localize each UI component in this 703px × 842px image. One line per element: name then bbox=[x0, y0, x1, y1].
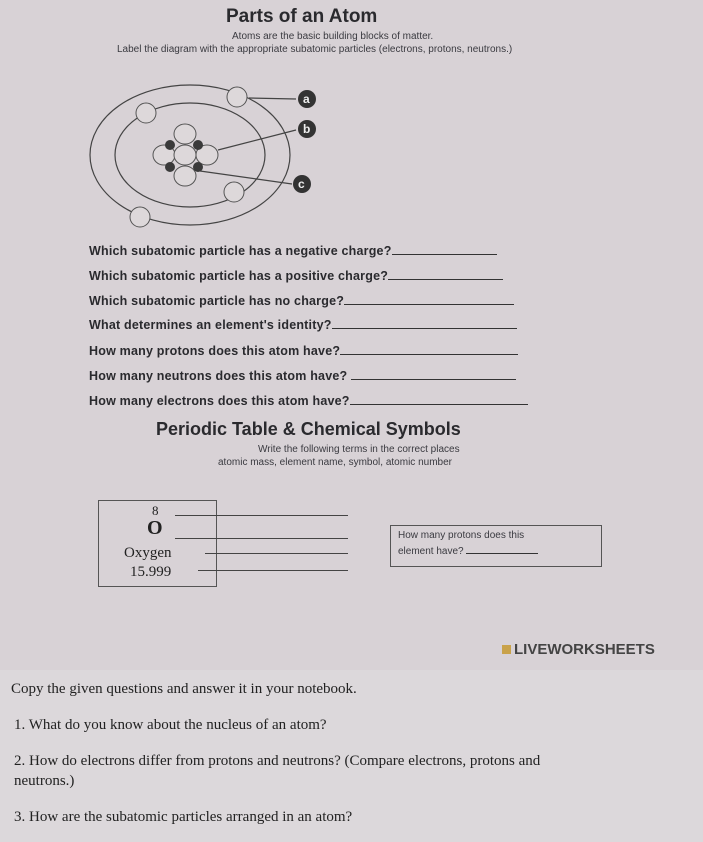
liveworksheets-logo: LIVEWORKSHEETS bbox=[502, 641, 655, 658]
proton bbox=[193, 140, 203, 150]
question-2: Which subatomic particle has a positive charge? bbox=[89, 269, 503, 283]
answer-line-name[interactable] bbox=[205, 553, 348, 554]
atom-diagram bbox=[0, 0, 703, 240]
notebook-intro: Copy the given questions and answer it in your notebook. bbox=[11, 681, 357, 697]
notebook-q3: 3. How are the subatomic particles arranged in an atom? bbox=[14, 809, 353, 825]
answer-blank[interactable] bbox=[332, 318, 517, 329]
element-name: Oxygen bbox=[124, 545, 172, 561]
atomic-mass: 15.999 bbox=[130, 564, 172, 580]
question-4: What determines an element's identity? bbox=[89, 318, 517, 332]
question-5: How many protons does this atom have? bbox=[89, 344, 518, 358]
proton bbox=[193, 162, 203, 172]
question-3: Which subatomic particle has no charge? bbox=[89, 294, 514, 308]
subtitle: Atoms are the basic building blocks of matter. bbox=[232, 31, 434, 42]
electron bbox=[130, 207, 150, 227]
neutron bbox=[174, 124, 196, 144]
electron bbox=[224, 182, 244, 202]
electron bbox=[227, 87, 247, 107]
notebook-q2: 2. How do electrons differ from protons and neutrons? (Compare electrons, protons and bbox=[14, 753, 541, 769]
answer-line-number[interactable] bbox=[175, 515, 348, 516]
instruction: Label the diagram with the appropriate subatomic particles (electrons, protons, neutrons.) bbox=[117, 44, 513, 55]
question-7: How many electrons does this atom have? bbox=[89, 394, 528, 408]
answer-blank[interactable] bbox=[344, 294, 514, 305]
question-6: How many neutrons does this atom have? bbox=[89, 369, 516, 383]
question-1: Which subatomic particle has a negative charge? bbox=[89, 244, 497, 258]
box-question-line2: element have? bbox=[398, 543, 538, 557]
answer-blank[interactable] bbox=[392, 244, 497, 255]
proton bbox=[165, 140, 175, 150]
label-a: a bbox=[303, 92, 310, 106]
page-title: Parts of an Atom bbox=[226, 6, 378, 27]
box-question-line1: How many protons does this bbox=[398, 530, 525, 541]
element-symbol: O bbox=[147, 517, 163, 539]
logo-icon bbox=[502, 645, 511, 654]
atomic-number: 8 bbox=[152, 503, 159, 518]
proton bbox=[165, 162, 175, 172]
answer-blank[interactable] bbox=[350, 394, 528, 405]
label-b: b bbox=[303, 122, 311, 136]
electron bbox=[136, 103, 156, 123]
answer-line-mass[interactable] bbox=[198, 570, 348, 571]
notebook-q1: 1. What do you know about the nucleus of an atom? bbox=[14, 717, 327, 733]
label-c: c bbox=[298, 177, 305, 191]
neutron bbox=[174, 145, 196, 165]
periodic-instruction: Write the following terms in the correct places bbox=[258, 444, 460, 455]
neutron bbox=[174, 166, 196, 186]
answer-blank[interactable] bbox=[340, 344, 518, 355]
answer-line-symbol[interactable] bbox=[175, 538, 348, 539]
answer-blank[interactable] bbox=[466, 543, 538, 554]
answer-blank[interactable] bbox=[351, 369, 516, 380]
answer-blank[interactable] bbox=[388, 269, 503, 280]
notebook-q2-cont: neutrons.) bbox=[14, 773, 75, 789]
terms-list: atomic mass, element name, symbol, atomic number bbox=[218, 457, 452, 468]
section-title: Periodic Table & Chemical Symbols bbox=[156, 419, 461, 439]
